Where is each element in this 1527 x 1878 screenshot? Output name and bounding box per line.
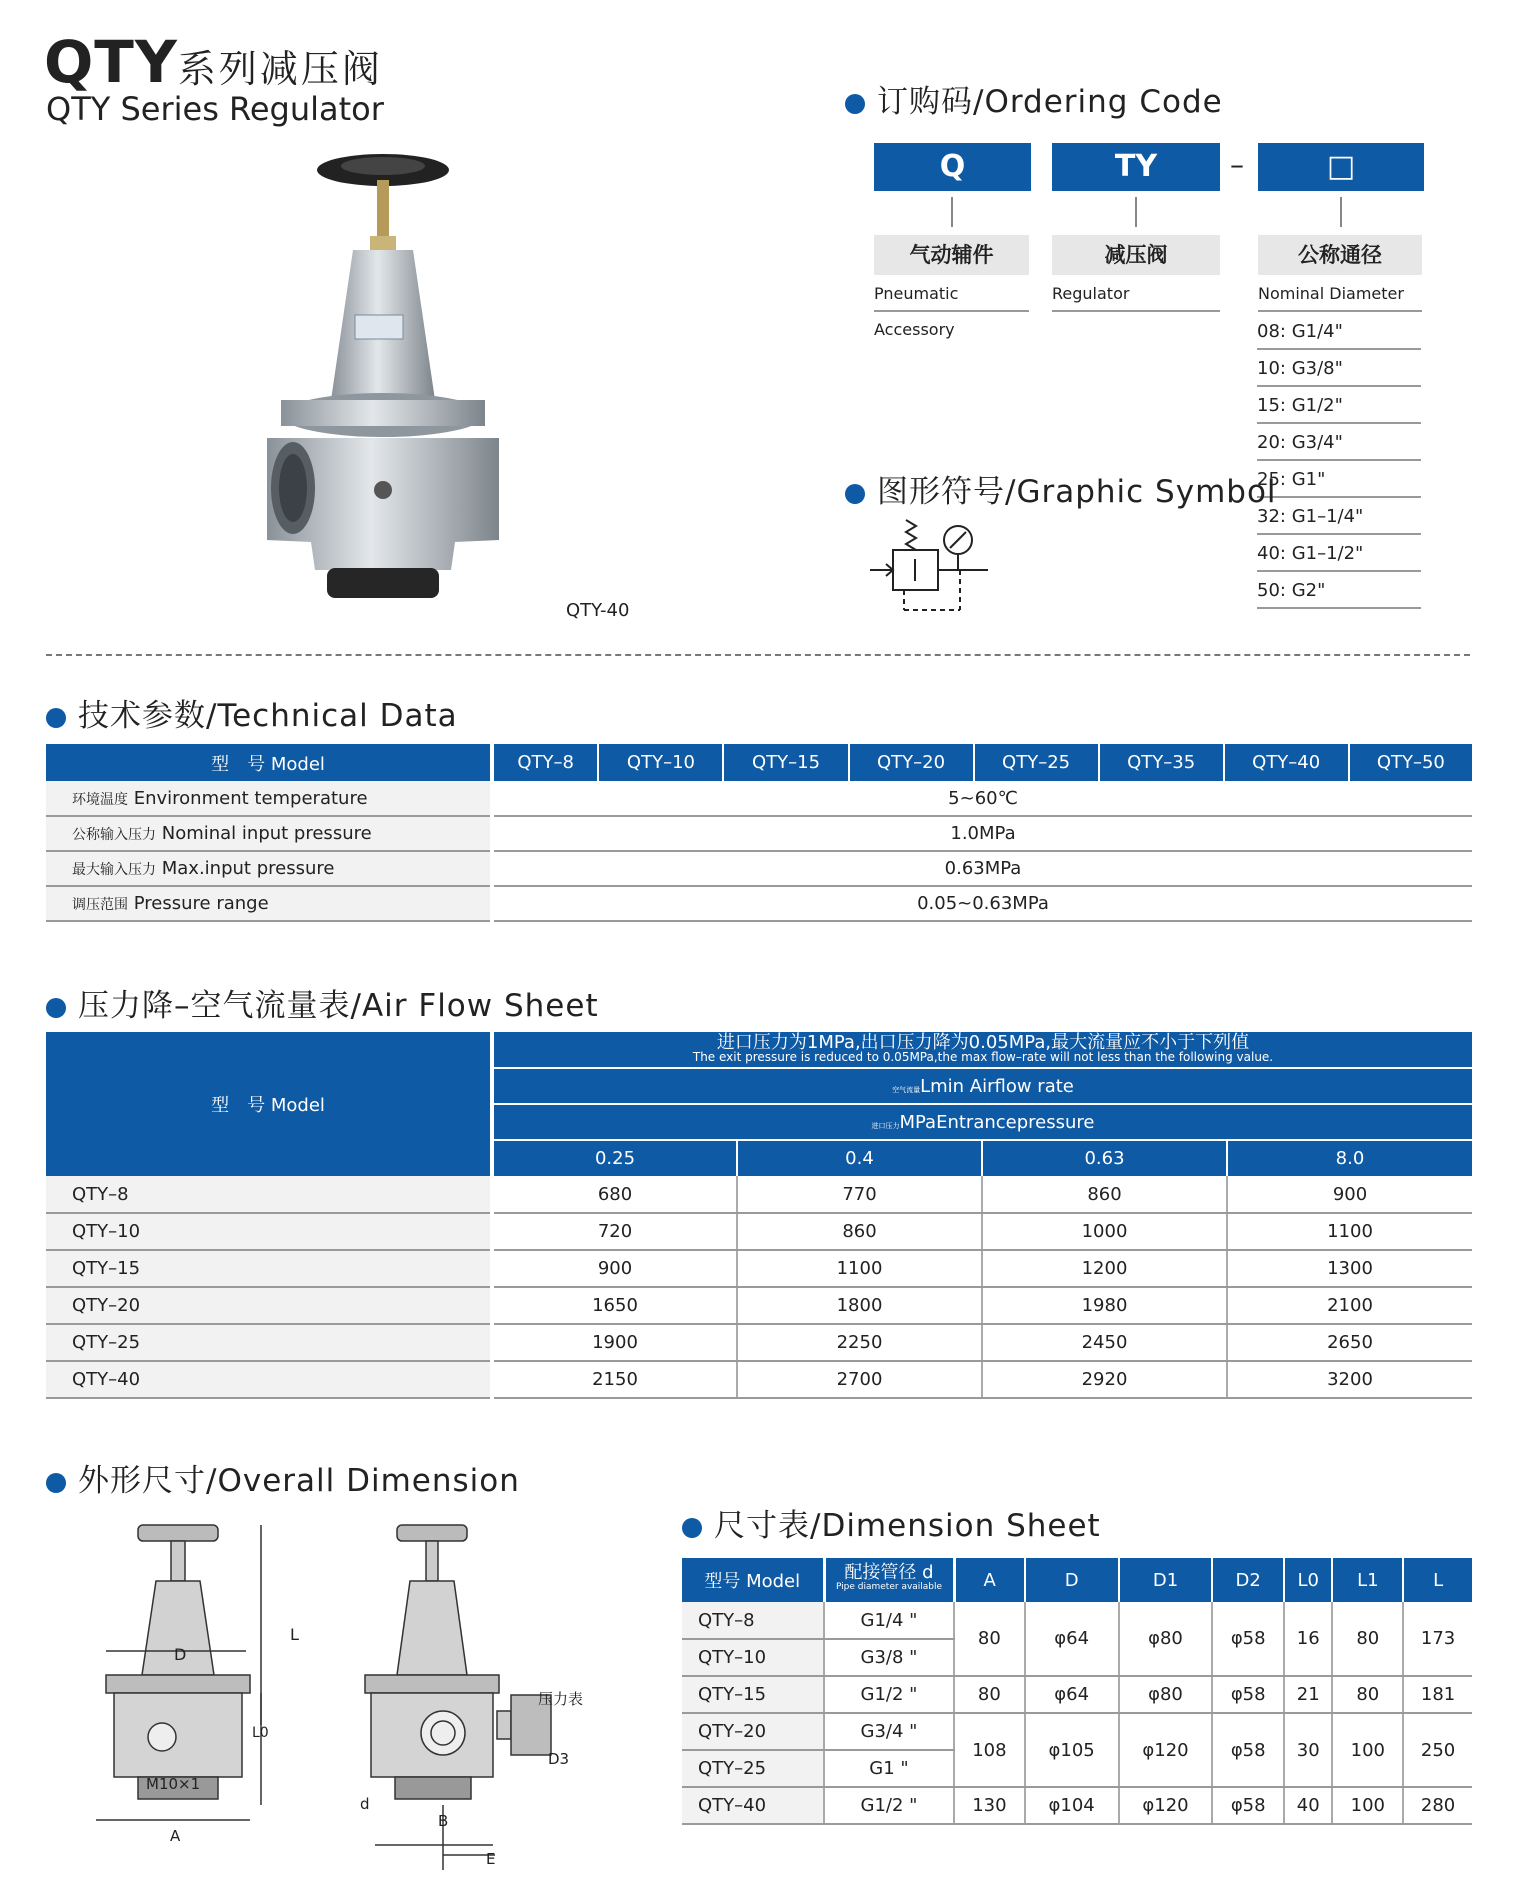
flow-cell: 3200: [1227, 1361, 1472, 1398]
air-flow-title: [46, 980, 599, 1025]
model-cell: QTY–20: [46, 1287, 492, 1324]
page-title: [44, 28, 383, 96]
dim-label-gauge: 压力表: [538, 1690, 584, 1708]
bullet-icon: [46, 708, 66, 728]
size-option: 08: G1/4": [1257, 313, 1421, 350]
dim-label-l0: L0: [252, 1725, 269, 1741]
code-box-q: Q: [874, 143, 1031, 191]
table-row: [46, 1287, 1472, 1324]
dim-cell: φ105: [1025, 1713, 1119, 1787]
ordering-code-title-text: 订购码/Ordering Code: [877, 84, 1223, 120]
model-header-en: Model: [270, 1095, 325, 1116]
dim-cell: 100: [1332, 1713, 1403, 1787]
model-cell: QTY–15: [46, 1250, 492, 1287]
bullet-icon: [845, 484, 865, 504]
param-label-en: Nominal input pressure: [161, 823, 372, 844]
dim-header: L0: [1284, 1558, 1332, 1602]
dim-model-cell: QTY–25: [682, 1750, 824, 1787]
flow-cell: 1100: [737, 1250, 982, 1287]
dim-pipe-cell: G3/8 ": [824, 1639, 954, 1676]
dim-cell: 40: [1284, 1787, 1332, 1824]
model-header-en: Model: [270, 753, 325, 775]
param-value: 5~60℃: [492, 781, 1472, 816]
table-row: [682, 1676, 1472, 1713]
param-label-cn: 最大输入压力: [72, 862, 156, 878]
table-row: [46, 851, 1472, 886]
flow-cell: 860: [982, 1176, 1227, 1213]
airflow-rate-header: [492, 1068, 1472, 1104]
airflow-rate-small: 空气流量: [892, 1085, 921, 1094]
dim-model-cell: QTY–40: [682, 1787, 824, 1824]
entrance-pressure-small: 进口压力: [871, 1121, 900, 1130]
ordering-code-title: [845, 76, 1223, 121]
dim-cell: 30: [1284, 1713, 1332, 1787]
dim-cell: 280: [1403, 1787, 1472, 1824]
dim-cell: φ104: [1025, 1787, 1119, 1824]
param-value: 1.0MPa: [492, 816, 1472, 851]
code-label-cn-3: 公称通径: [1258, 235, 1422, 275]
param-value: 0.63MPa: [492, 851, 1472, 886]
table-row: [46, 781, 1472, 816]
dim-cell: φ58: [1212, 1787, 1284, 1824]
size-option: 10: G3/8": [1257, 350, 1421, 387]
dim-model-cell: QTY–8: [682, 1602, 824, 1639]
dim-cell: 80: [1332, 1602, 1403, 1676]
connector-line: [1135, 197, 1137, 227]
model-header-cn: 型 号: [211, 1095, 266, 1116]
table-row: [46, 1176, 1472, 1213]
dim-model-cell: QTY–20: [682, 1713, 824, 1750]
table-row: [46, 816, 1472, 851]
dim-cell: φ58: [1212, 1713, 1284, 1787]
flow-cell: 900: [492, 1250, 737, 1287]
overall-dimension-title-text: 外形尺寸/Overall Dimension: [78, 1463, 520, 1499]
dim-header-model: 型号 Model: [682, 1558, 824, 1602]
param-value: 0.05~0.63MPa: [492, 886, 1472, 921]
model-column: QTY–15: [723, 744, 848, 781]
dim-pipe-cell: G1/2 ": [824, 1676, 954, 1713]
size-option: 15: G1/2": [1257, 387, 1421, 424]
param-label-cn: 调压范围: [72, 897, 128, 913]
dim-header: D: [1025, 1558, 1119, 1602]
dim-label-e: E: [486, 1850, 496, 1868]
flow-cell: 2450: [982, 1324, 1227, 1361]
model-cell: QTY–10: [46, 1213, 492, 1250]
flow-cell: 1800: [737, 1287, 982, 1324]
dim-cell: 100: [1332, 1787, 1403, 1824]
dimension-sheet-title-text: 尺寸表/Dimension Sheet: [714, 1508, 1101, 1544]
front-view-drawing: [96, 1515, 336, 1870]
air-flow-title-text: 压力降–空气流量表/Air Flow Sheet: [78, 988, 599, 1024]
dim-label-a: A: [170, 1827, 181, 1845]
dim-header: A: [954, 1558, 1025, 1602]
flow-cell: 1200: [982, 1250, 1227, 1287]
dim-header-pipe: [824, 1558, 954, 1602]
connector-line: [1340, 197, 1342, 227]
graphic-symbol-title: [845, 466, 1277, 511]
pressure-column: 0.25: [492, 1140, 737, 1176]
flow-cell: 680: [492, 1176, 737, 1213]
dim-pipe-cell: G1/2 ": [824, 1787, 954, 1824]
dim-model-cell: QTY–15: [682, 1676, 824, 1713]
dim-cell: φ58: [1212, 1602, 1284, 1676]
product-caption: QTY-40: [566, 600, 630, 621]
flow-cell: 2250: [737, 1324, 982, 1361]
model-column: QTY–50: [1349, 744, 1472, 781]
table-row: [682, 1602, 1472, 1639]
flow-cell: 2700: [737, 1361, 982, 1398]
flow-cell: 1980: [982, 1287, 1227, 1324]
table-row: [46, 1213, 1472, 1250]
code-label-en-2: Regulator: [1052, 276, 1220, 312]
param-label-cn: 环境温度: [72, 791, 128, 808]
code-label-en-3: Nominal Diameter: [1258, 276, 1422, 312]
dim-label-d3: D3: [548, 1750, 570, 1768]
param-label-en: Environment temperature: [133, 787, 368, 809]
dim-header: L: [1403, 1558, 1472, 1602]
size-option: 20: G3/4": [1257, 424, 1421, 461]
dim-cell: φ120: [1119, 1713, 1213, 1787]
dim-cell: 173: [1403, 1602, 1472, 1676]
flow-cell: 860: [737, 1213, 982, 1250]
airflow-rate-label: Lmin Airflow rate: [920, 1075, 1074, 1097]
flow-note: [492, 1032, 1472, 1068]
air-flow-table: [46, 1032, 1472, 1399]
dim-header: D2: [1212, 1558, 1284, 1602]
technical-data-title-text: 技术参数/Technical Data: [78, 698, 458, 734]
bullet-icon: [682, 1518, 702, 1538]
dimension-sheet-title: [682, 1500, 1101, 1545]
param-label-en: Max.input pressure: [161, 858, 335, 879]
dim-cell: 80: [954, 1676, 1025, 1713]
size-option: 25: G1": [1257, 461, 1421, 498]
param-label-cn: 公称输入压力: [72, 827, 156, 843]
flow-cell: 1650: [492, 1287, 737, 1324]
table-row: [46, 1250, 1472, 1287]
size-option: 32: G1–1/4": [1257, 498, 1421, 535]
page-subtitle: QTY Series Regulator: [46, 90, 384, 128]
title-cn: 系列减压阀: [177, 47, 383, 91]
section-divider: [46, 654, 1470, 656]
flow-cell: 2920: [982, 1361, 1227, 1398]
dim-pipe-cell: G3/4 ": [824, 1713, 954, 1750]
table-row: [46, 1361, 1472, 1398]
param-label: [46, 851, 492, 886]
dim-cell: φ64: [1025, 1676, 1119, 1713]
flow-cell: 720: [492, 1213, 737, 1250]
code-dash: –: [1230, 148, 1244, 181]
code-box-ty: TY: [1052, 143, 1220, 191]
param-label: [46, 886, 492, 921]
size-option: 50: G2": [1257, 572, 1421, 609]
dim-cell: φ80: [1119, 1602, 1213, 1676]
dim-cell: φ64: [1025, 1602, 1119, 1676]
model-cell: QTY–40: [46, 1361, 492, 1398]
dim-header-pipe-cn: 配接管径 d: [844, 1562, 934, 1583]
dim-header-pipe-en: Pipe diameter available: [835, 1582, 943, 1592]
pressure-column: 0.63: [982, 1140, 1227, 1176]
bullet-icon: [46, 998, 66, 1018]
dim-label-l: L: [290, 1625, 299, 1644]
connector-line: [951, 197, 953, 227]
bullet-icon: [845, 94, 865, 114]
model-column: QTY–20: [849, 744, 974, 781]
flow-cell: 1100: [1227, 1213, 1472, 1250]
technical-data-title: [46, 690, 458, 735]
dim-label-pipe-d: d: [360, 1795, 370, 1813]
model-column: QTY–35: [1099, 744, 1224, 781]
model-header: [46, 1032, 492, 1176]
model-column: QTY–8: [492, 744, 598, 781]
dim-cell: 21: [1284, 1676, 1332, 1713]
flow-cell: 2150: [492, 1361, 737, 1398]
model-header-cn: 型 号: [211, 753, 266, 775]
regulator-symbol-icon: [868, 515, 998, 615]
pressure-column: 8.0: [1227, 1140, 1472, 1176]
model-column: QTY–10: [598, 744, 723, 781]
param-label: [46, 816, 492, 851]
flow-cell: 2100: [1227, 1287, 1472, 1324]
dim-cell: φ80: [1119, 1676, 1213, 1713]
table-row: [46, 1324, 1472, 1361]
dim-header: D1: [1119, 1558, 1213, 1602]
dim-cell: 108: [954, 1713, 1025, 1787]
dim-cell: 80: [954, 1602, 1025, 1676]
dim-cell: 80: [1332, 1676, 1403, 1713]
flow-cell: 1300: [1227, 1250, 1472, 1287]
dim-model-cell: QTY–10: [682, 1639, 824, 1676]
flow-note-cn: 进口压力为1MPa,出口压力降为0.05MPa,最大流量应不小于下列值: [716, 1031, 1250, 1053]
entrance-pressure-label: MPaEntrancepressure: [899, 1111, 1095, 1133]
table-row: [682, 1787, 1472, 1824]
product-image: [255, 150, 515, 610]
entrance-pressure-header: [492, 1104, 1472, 1140]
dimension-sheet-table: [682, 1558, 1472, 1825]
dim-label-b: B: [438, 1812, 449, 1830]
dim-cell: 16: [1284, 1602, 1332, 1676]
table-row: [682, 1713, 1472, 1750]
code-label-en-1: Pneumatic Accessory: [874, 276, 1029, 312]
technical-data-table: [46, 744, 1472, 922]
model-column: QTY–40: [1224, 744, 1349, 781]
flow-cell: 900: [1227, 1176, 1472, 1213]
dim-cell: 181: [1403, 1676, 1472, 1713]
code-label-cn-2: 减压阀: [1052, 235, 1220, 275]
model-cell: QTY–8: [46, 1176, 492, 1213]
dim-label-m: M10×1: [146, 1775, 201, 1793]
code-label-cn-1: 气动辅件: [874, 235, 1029, 275]
model-header: [46, 744, 492, 781]
model-cell: QTY–25: [46, 1324, 492, 1361]
dim-cell: φ120: [1119, 1787, 1213, 1824]
flow-cell: 1000: [982, 1213, 1227, 1250]
flow-cell: 2650: [1227, 1324, 1472, 1361]
pressure-column: 0.4: [737, 1140, 982, 1176]
flow-note-en: The exit pressure is reduced to 0.05MPa,the max flow–rate will not less than the following value.: [692, 1049, 1274, 1064]
dim-pipe-cell: G1/4 ": [824, 1602, 954, 1639]
code-box-size: □: [1258, 143, 1424, 191]
overall-dimension-title: [46, 1455, 520, 1500]
dim-header: L1: [1332, 1558, 1403, 1602]
dim-cell: 130: [954, 1787, 1025, 1824]
dim-label-d: D: [174, 1645, 187, 1664]
flow-cell: 770: [737, 1176, 982, 1213]
title-code: QTY: [44, 28, 178, 96]
size-option: 40: G1–1/2": [1257, 535, 1421, 572]
model-column: QTY–25: [974, 744, 1099, 781]
bullet-icon: [46, 1473, 66, 1493]
dim-cell: φ58: [1212, 1676, 1284, 1713]
dim-pipe-cell: G1 ": [824, 1750, 954, 1787]
dim-cell: 250: [1403, 1713, 1472, 1787]
param-label: [46, 781, 492, 816]
param-label-en: Pressure range: [133, 893, 269, 914]
graphic-symbol-title-text: 图形符号/Graphic Symbol: [877, 474, 1277, 510]
table-row: [46, 886, 1472, 921]
flow-cell: 1900: [492, 1324, 737, 1361]
